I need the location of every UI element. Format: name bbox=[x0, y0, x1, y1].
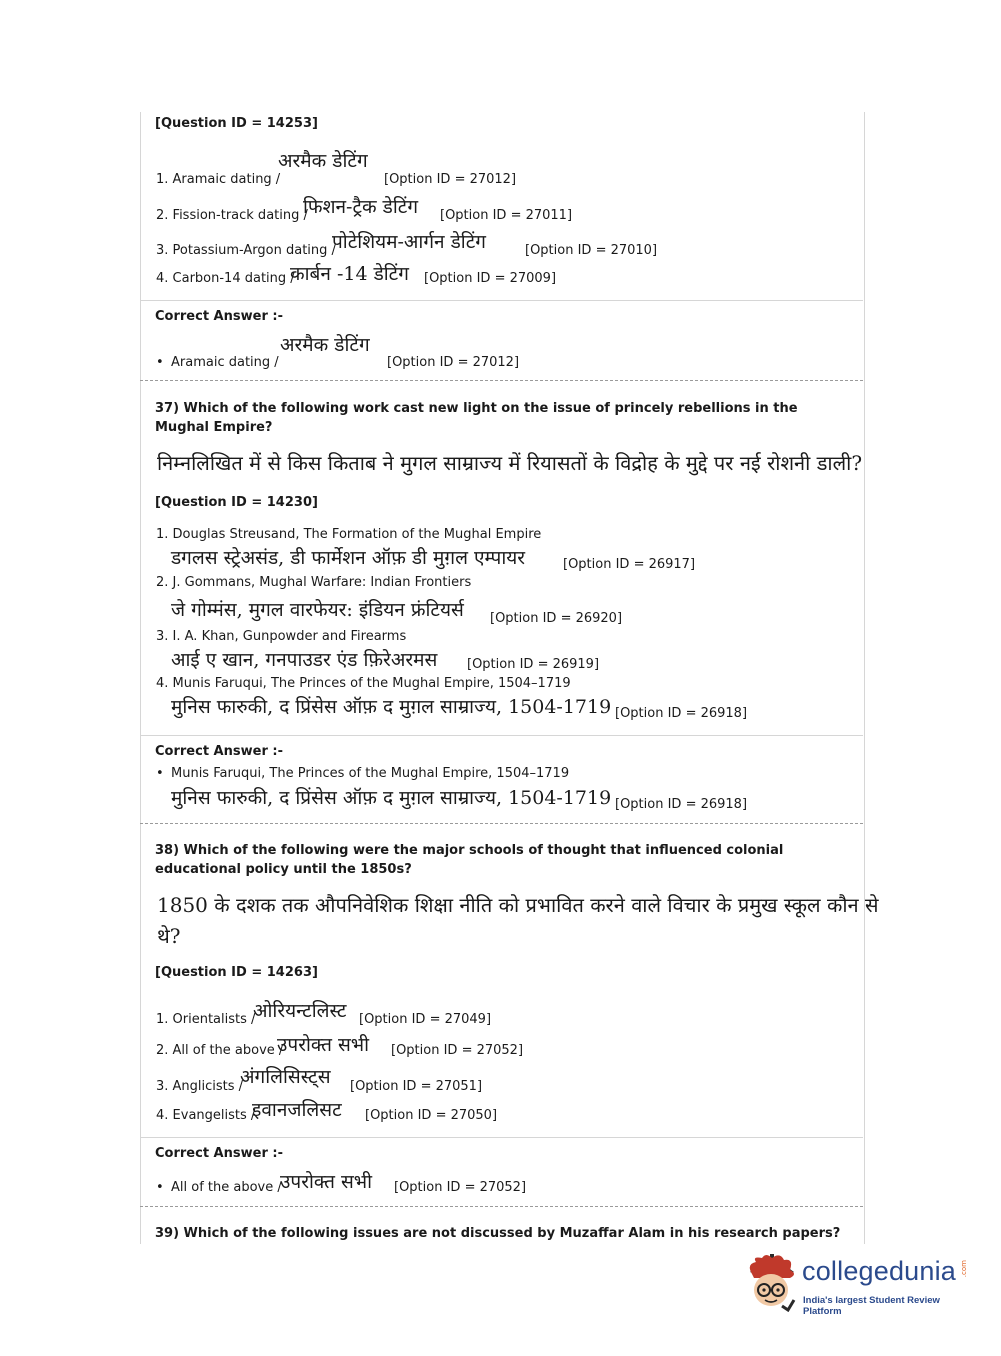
question-separator bbox=[140, 380, 863, 381]
brand-tagline: India's largest Student Review Platform bbox=[803, 1295, 940, 1317]
divider bbox=[140, 1137, 863, 1138]
option-id: [Option ID = 27012] bbox=[384, 172, 517, 187]
option-hindi: कार्बन -14 डेटिंग bbox=[290, 263, 409, 285]
option-text: 3. Anglicists / bbox=[156, 1079, 244, 1094]
option-hindi: जे गोम्मंस, मुगल वारफेयर: इंडियन फ्रंटियर्स bbox=[171, 599, 464, 621]
option-hindi: ओरियन्टलिस्ट bbox=[253, 1000, 347, 1022]
answer-text: Munis Faruqui, The Princes of the Mughal Empire, 1504–1719 bbox=[171, 766, 570, 781]
collegedunia-logo[interactable] bbox=[742, 1250, 972, 1320]
correct-answer-label: Correct Answer :- bbox=[155, 309, 283, 324]
divider bbox=[140, 300, 863, 301]
correct-answer-label: Correct Answer :- bbox=[155, 1146, 283, 1161]
question-text: 39) Which of the following issues are not discussed by Muzaffar Alam in his research papers? bbox=[155, 1226, 841, 1241]
answer-hindi: मुनिस फारुकी, द प्रिंसेस ऑफ़ द मुग़ल साम्राज्य, 1504-1719 bbox=[171, 787, 612, 809]
option-hindi: पोटेशियम-आर्गन डेटिंग bbox=[332, 231, 486, 253]
option-hindi: अंगलिसिस्ट्स bbox=[240, 1066, 331, 1088]
option-hindi: इवानजलिसट bbox=[252, 1099, 342, 1121]
option-text: 4. Carbon-14 dating / bbox=[156, 271, 295, 286]
option-id: [Option ID = 27049] bbox=[359, 1012, 492, 1027]
option-text: 4. Evangelists / bbox=[156, 1108, 256, 1123]
option-id: [Option ID = 27050] bbox=[365, 1108, 498, 1123]
option-hindi: फिशन-ट्रैक डेटिंग bbox=[303, 196, 419, 218]
answer-hindi: अरमैक डेटिंग bbox=[280, 334, 370, 356]
correct-answer-label: Correct Answer :- bbox=[155, 744, 283, 759]
option-text: 2. All of the above / bbox=[156, 1043, 284, 1058]
question-text-hindi: निम्नलिखित में से किस किताब ने मुगल साम्राज्य में रियासतों के विद्रोह के मुद्दे पर नई रोशनी डाली? bbox=[157, 451, 863, 475]
divider bbox=[140, 735, 863, 736]
bullet: • bbox=[156, 355, 164, 370]
option-text: 2. Fission-track dating / bbox=[156, 208, 308, 223]
option-id: [Option ID = 27011] bbox=[440, 208, 573, 223]
question-text-hindi: 1850 के दशक तक औपनिवेशिक शिक्षा नीति को प्रभावित करने वाले विचार के प्रमुख स्कूल कौन से bbox=[157, 893, 879, 917]
question-text: 38) Which of the following were the major schools of thought that influenced colonial educational policy until the 1850s? bbox=[155, 843, 784, 877]
option-id: [Option ID = 27052] bbox=[391, 1043, 524, 1058]
answer-option-id: [Option ID = 27052] bbox=[394, 1180, 527, 1195]
option-hindi: डगलस स्ट्रेअसंड, डी फार्मेशन ऑफ़ डी मुग़ल एम्पायर bbox=[171, 547, 526, 569]
answer-option-id: [Option ID = 26918] bbox=[615, 797, 748, 812]
option-text: 1. Orientalists / bbox=[156, 1012, 256, 1027]
question-separator bbox=[140, 1206, 863, 1207]
question-id: [Question ID = 14253] bbox=[155, 116, 318, 131]
brand-name: collegedunia bbox=[802, 1256, 957, 1286]
question-id: [Question ID = 14263] bbox=[155, 965, 318, 980]
option-text: 1. Aramaic dating / bbox=[156, 172, 281, 187]
answer-text: Aramaic dating / bbox=[171, 355, 279, 370]
option-id: [Option ID = 27051] bbox=[350, 1079, 483, 1094]
option-hindi: आई ए खान, गनपाउडर एंड फ़िरेअरमस bbox=[171, 649, 438, 671]
option-id: [Option ID = 27009] bbox=[424, 271, 557, 286]
option-id: [Option ID = 26920] bbox=[490, 611, 623, 626]
answer-option-id: [Option ID = 27012] bbox=[387, 355, 520, 370]
option-id: [Option ID = 26917] bbox=[563, 557, 696, 572]
mascot-icon bbox=[742, 1250, 800, 1312]
question-separator bbox=[140, 823, 863, 824]
option-hindi: उपरोक्त सभी bbox=[277, 1034, 370, 1056]
question-text: 37) Which of the following work cast new light on the issue of princely rebellions in the Mughal Empire? bbox=[155, 401, 798, 435]
option-id: [Option ID = 26919] bbox=[467, 657, 600, 672]
option-text: 1. Douglas Streusand, The Formation of the Mughal Empire bbox=[156, 527, 542, 542]
bullet: • bbox=[156, 766, 164, 781]
question-id: [Question ID = 14230] bbox=[155, 495, 318, 510]
option-text: 4. Munis Faruqui, The Princes of the Mughal Empire, 1504–1719 bbox=[156, 676, 571, 691]
option-id: [Option ID = 26918] bbox=[615, 706, 748, 721]
option-hindi: अरमैक डेटिंग bbox=[278, 150, 368, 172]
option-text: 3. I. A. Khan, Gunpowder and Firearms bbox=[156, 629, 407, 644]
option-hindi: मुनिस फारुकी, द प्रिंसेस ऑफ़ द मुग़ल साम्राज्य, 1504-1719 bbox=[171, 696, 612, 718]
option-id: [Option ID = 27010] bbox=[525, 243, 658, 258]
bullet: • bbox=[156, 1180, 164, 1195]
question-text-hindi: थे? bbox=[157, 924, 181, 948]
option-text: 3. Potassium-Argon dating / bbox=[156, 243, 336, 258]
answer-text: All of the above / bbox=[171, 1180, 282, 1195]
option-text: 2. J. Gommans, Mughal Warfare: Indian Frontiers bbox=[156, 575, 472, 590]
answer-hindi: उपरोक्त सभी bbox=[280, 1171, 373, 1193]
brand-suffix: .com bbox=[960, 1260, 968, 1278]
